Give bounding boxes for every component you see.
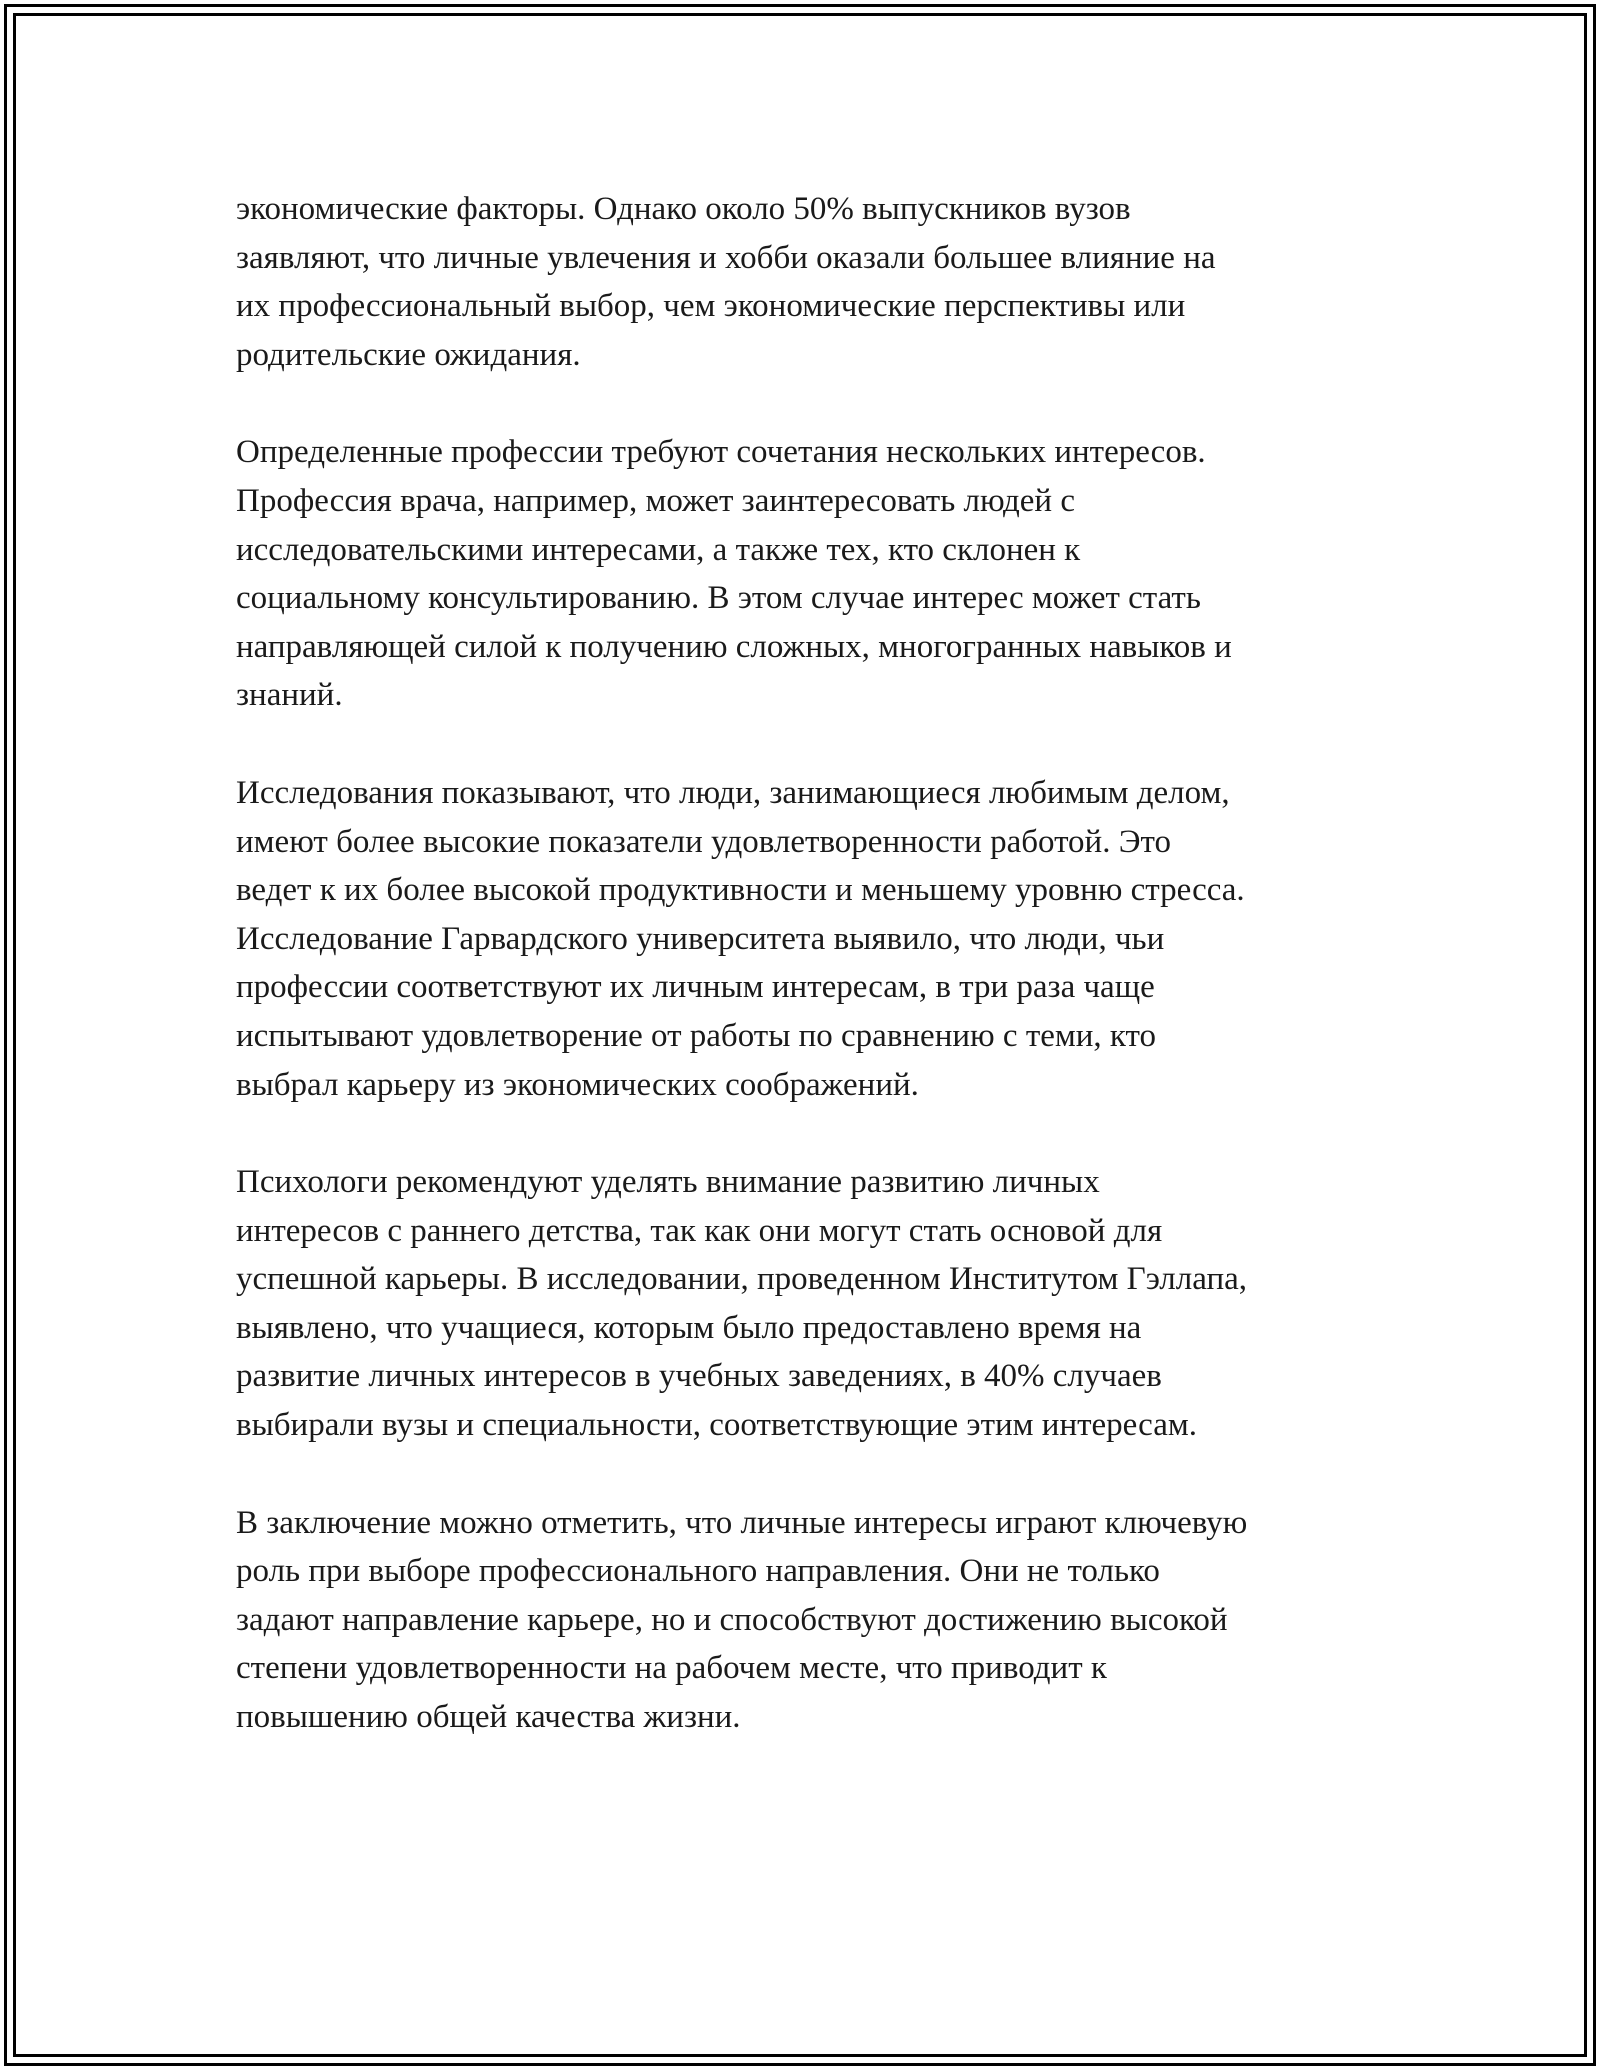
document-body: [236, 185, 1376, 1742]
paragraph-3: Исследования показывают, что люди, занимающиеся любимым делом, имеют более высокие показатели удовлетворенности работой. Это ведет к их более высокой продуктивности и меньшему уровню стресса. Исследование Гарвардского университета выявило, что люди, чьи профессии соответствуют их личным интересам, в три раза чаще испытывают удовлетворение от работы по сравнению с теми, кто выбрал карьеру из экономических соображений.: [236, 774, 1245, 1103]
paragraph-1: экономические факторы. Однако около 50% выпускников вузов заявляют, что личные увлечения и хобби оказали большее влияние на их профессиональный выбор, чем экономические перспективы или родительские ожидания.: [236, 191, 1216, 373]
paragraph-2: Определенные профессии требуют сочетания нескольких интересов. Профессия врача, например, может заинтересовать людей с исследовательскими интересами, а также тех, кто склонен к социальному консультированию. В этом случае интерес может стать направляющей силой к получению сложных, многогранных навыков и знаний.: [236, 434, 1232, 714]
paragraph-4: Психологи рекомендуют уделять внимание развитию личных интересов с раннего детства, так как они могут стать основой для успешной карьеры. В исследовании, проведенном Институтом Гэллапа, выявлено, что учащиеся, которым было предоставлено время на развитие личных интересов в учебных заведениях, в 40% случаев выбирали вузы и специальности, соответствующие этим интересам.: [236, 1164, 1248, 1444]
paragraph-5: В заключение можно отметить, что личные интересы играют ключевую роль при выборе профессионального направления. Они не только задают направление карьере, но и способствуют достижению высокой степени удовлетворенности на рабочем месте, что приводит к повышению общей качества жизни.: [236, 1504, 1248, 1736]
